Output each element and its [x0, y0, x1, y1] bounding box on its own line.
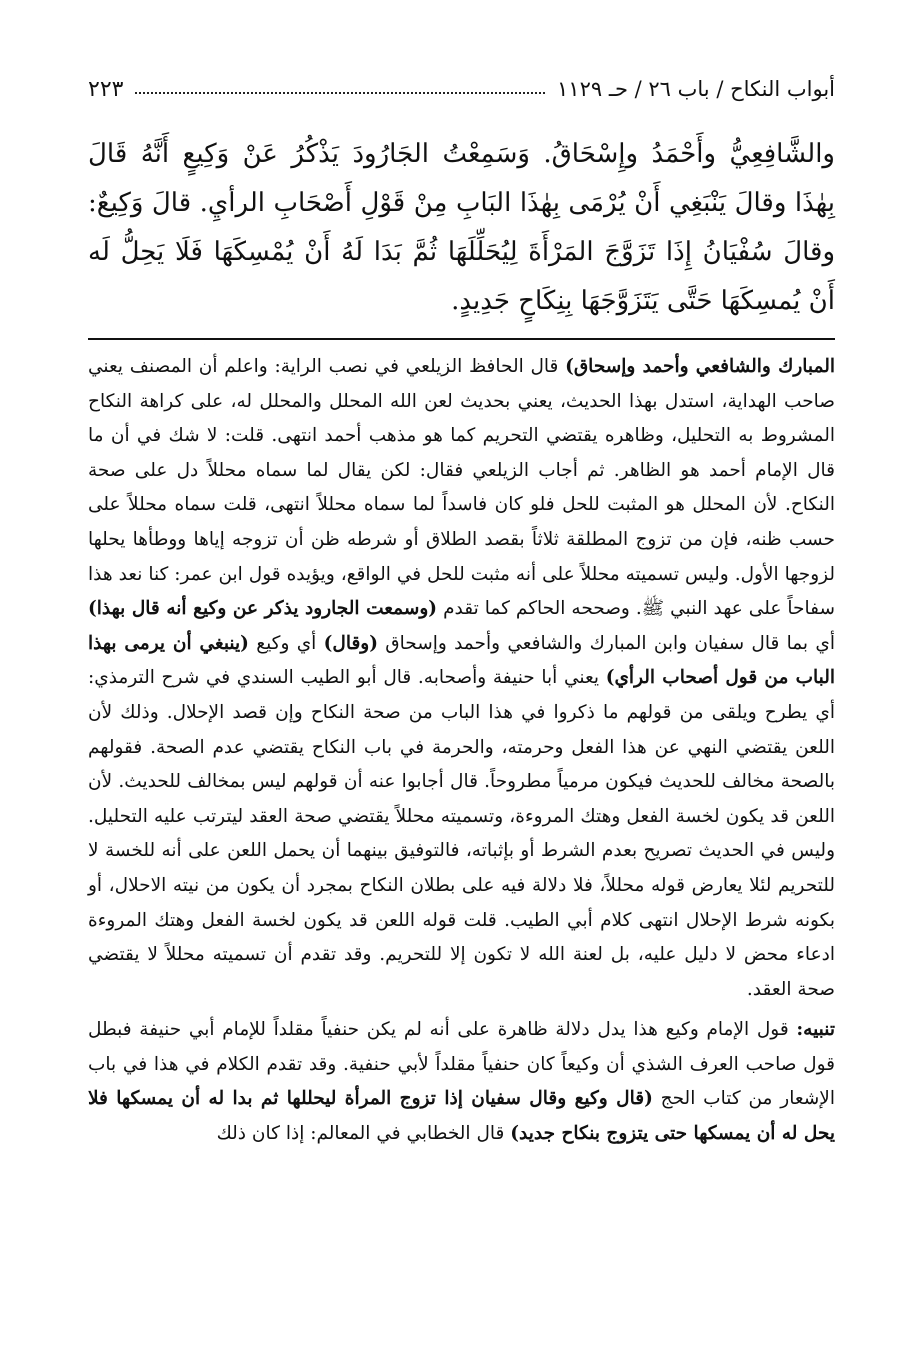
leader-dots [135, 92, 545, 94]
commentary-text: قول الإمام وكيع هذا يدل دلالة ظاهرة على أنه لم يكن حنفياً مقلداً للإمام أبي حنيفة فبطل قول صاحب العرف الشذي أن وكيعاً كان حنفياً مقلداً لأبي حنفية. وقد تقدم الكلام في هذا في باب الإشعار من كتاب الحج [88, 1019, 835, 1110]
commentary-text: أي وكيع [248, 632, 324, 654]
quoted-text: (وقال) [323, 632, 378, 654]
note-label: تنبيه: [796, 1019, 835, 1041]
section-divider [88, 338, 835, 340]
commentary [88, 350, 835, 1152]
commentary-paragraph [88, 350, 835, 1007]
hadith-text [88, 130, 835, 326]
page-number: ٢٢٣ [88, 76, 124, 102]
commentary-text: يعني أبا حنيفة وأصحابه. قال أبو الطيب السندي في شرح الترمذي: أي يطرح ويلقى من قولهم ما ذكروا في هذا الباب من صحة النكاح وإن قصد الإحلال. وذلك لأن اللعن يقتضي النهي عن هذا الفعل وحرمته، والحرمة في باب النكاح يقتضي عدم الصحة. فقولهم بالصحة مخالف للحديث فيكون مرمياً مطروحاً. قال أجابوا عنه أن قولهم ليس بمخالف للحديث. لأن اللعن قد يكون لخسة الفعل وهتك المروءة، وتسميته محللاً يقتضي صحة العقد ليترتب عليه التحليل. وليس في الحديث تصريح بعدم الشرط أو بإثباته، فالتوفيق بينهما أن يحمل اللعن على أنه للخسة لا للتحريم لئلا يعارض قوله محللاً، فلا دلالة فيه على بطلان النكاح بمجرد أن يكون من نيته الاحلال، أو بكونه شرط الإحلال انتهى كلام أبي الطيب. قلت قوله اللعن قد يكون لخسة الفعل وهتك المروءة ادعاء محض لا دليل عليه، بل لعنة الله لا تكون إلا للتحريم. وقد تقدم أن تسميته محللاً لا يقتضي صحة العقد. [88, 667, 835, 1000]
page-header [88, 70, 835, 108]
hadith-paragraph: والشَّافِعِيُّ وأَحْمَدُ وإِسْحَاقُ. وَسَمِعْتُ الجَارُودَ يَذْكُرُ عَنْ وَكِيعٍ أَنَّهُ قَالَ بِهٰذَا وقالَ يَنْبَغِي أَنْ يُرْمَى بِهٰذَا البَابِ مِنْ قَوْلِ أَصْحَابِ الرأيِ. قالَ وَكِيعٌ: وقالَ سُفْيَانُ إِذَا تَزَوَّجَ المَرْأَةَ لِيُحَلِّلَهَا ثُمَّ بَدَا لَهُ أَنْ يُمْسِكَهَا فَلَا يَحِلُّ لَه أَنْ يُمسِكَهَا حَتَّى يَتَزَوَّجَهَا بِنِكَاحٍ جَدِيدٍ. [88, 139, 835, 316]
commentary-text: قال الحافظ الزيلعي في نصب الراية: واعلم أن المصنف يعني صاحب الهداية، استدل بهذا الحديث، يعني بحديث لعن الله المحلل والمحلل له، على كراهة النكاح المشروط به التحليل، وظاهره يقتضي التحريم كما هو مذهب أحمد انتهى. قلت: لا شك في أن ما قال الإمام أحمد هو الظاهر. ثم أجاب الزيلعي فقال: لكن يقال لما سماه محللاً دل على صحة النكاح. لأن المحلل هو المثبت للحل فلو كان فاسداً لما سماه محللاً انتهى، قلت سماه محللاً على حسب ظنه، فإن من تزوج المطلقة ثلاثاً بقصد الطلاق أو شرطه ظن أن تزوجه إياها ووطأها يحلها لزوجها الأول. وليس تسميته محللاً على أنه مثبت للحل في الواقع، ويؤيده قول ابن عمر: كنا نعد هذا سفاحاً على عهد النبي ﷺ. وصححه الحاكم كما تقدم [88, 356, 835, 620]
chapter-title: أبواب النكاح / باب ٢٦ / حـ ١١٢٩ [557, 77, 835, 101]
commentary-text: أي بما قال سفيان وابن المبارك والشافعي وأحمد وإسحاق [378, 632, 836, 654]
quoted-text: (قال وكيع وقال سفيان إذا تزوج المرأة ليحللها ثم بدا له أن يمسكها فلا يحل له أن يمسكها حتى يتزوج بنكاح جديد) [88, 1088, 835, 1145]
quoted-text: (وسمعت الجارود يذكر عن وكيع أنه قال بهذا) [88, 598, 438, 620]
commentary-text: قال الخطابي في المعالم: إذا كان ذلك [216, 1123, 511, 1145]
note-paragraph [88, 1013, 835, 1151]
quoted-text: المبارك والشافعي وأحمد وإسحاق) [565, 356, 835, 377]
quoted-text: (ينبغي أن يرمى بهذا الباب من قول أصحاب الرأي) [88, 632, 835, 689]
